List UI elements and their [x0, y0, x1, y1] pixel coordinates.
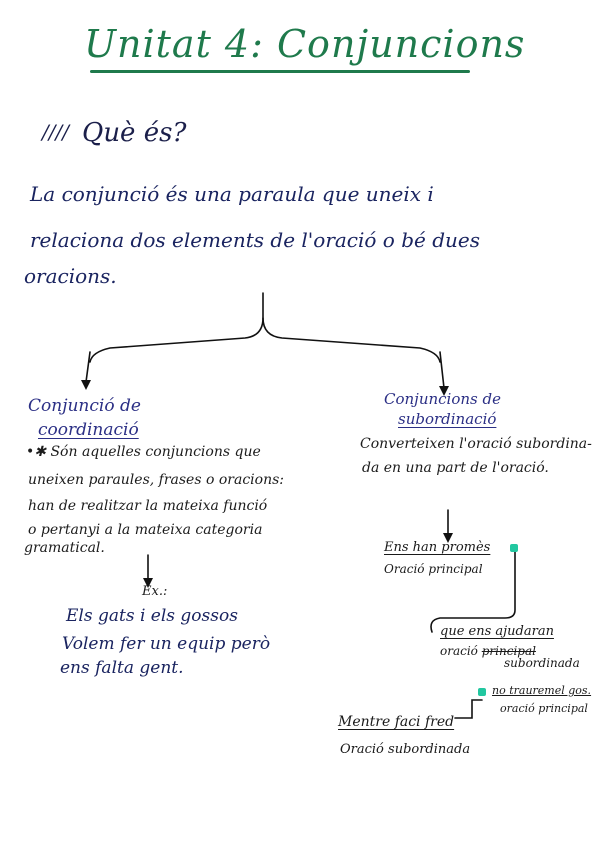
sub-example-2-label: oració principal	[440, 644, 536, 658]
example-label: Ex.:	[142, 584, 168, 599]
coordination-desc-1: •✱ Són aquelles conjuncions que	[26, 444, 261, 460]
definition-line-3: oracions.	[24, 264, 117, 288]
connector-ex3-ex4	[455, 700, 482, 718]
sub-example-2-text: que ens ajudaran	[440, 624, 554, 639]
branch-right-line	[263, 318, 440, 362]
coordination-desc-3: han de realitzar la mateixa funció	[28, 498, 268, 514]
subordination-desc-2: da en una part de l'oració.	[362, 460, 549, 476]
sub-example-4-text: Mentre faci fred	[338, 714, 455, 730]
sub-example-3-label: oració principal	[500, 702, 588, 715]
subordination-title-1: Conjuncions de	[384, 390, 501, 408]
bullet-marks: ////	[42, 120, 69, 144]
coordination-desc-4: o pertanyi a la mateixa categoria	[28, 522, 263, 538]
right-arrow-shaft	[440, 352, 444, 388]
coordination-example-3: ens falta gent.	[60, 658, 184, 678]
left-arrow-head	[81, 380, 91, 390]
sub-example-2-label-2: subordinada	[504, 656, 580, 670]
subordination-title-2: subordinació	[398, 410, 497, 428]
coordination-example-1: Els gats i els gossos	[66, 606, 238, 626]
sub-example-1-label: Oració principal	[384, 562, 483, 576]
definition-line-2: relaciona dos elements de l'oració o bé dues	[30, 228, 480, 252]
sub-example-4-label: Oració subordinada	[340, 742, 471, 757]
question-heading: Què és?	[82, 118, 187, 148]
sub-example-3-text: no trauremel gos.	[492, 684, 592, 697]
coordination-title-1: Conjunció de	[28, 396, 141, 416]
subordination-desc-1: Converteixen l'oració subordina-	[360, 436, 592, 452]
highlight-marker	[510, 544, 518, 552]
bullet-icon: •✱	[26, 444, 51, 460]
coordination-title-2: coordinació	[38, 420, 139, 440]
left-arrow-shaft	[86, 352, 90, 382]
page-title: Unitat 4: Conjuncions	[84, 22, 526, 66]
definition-line-1: La conjunció és una paraula que uneix i	[30, 182, 434, 206]
coordination-desc-5: gramatical.	[24, 540, 105, 556]
coordination-desc-2: uneixen paraules, frases o oracions:	[28, 472, 284, 488]
highlight-marker-2	[478, 688, 486, 696]
coordination-example-2: Volem fer un equip però	[62, 634, 271, 654]
branch-left-line	[90, 293, 263, 362]
sub-example-1-text: Ens han promès	[384, 540, 491, 555]
